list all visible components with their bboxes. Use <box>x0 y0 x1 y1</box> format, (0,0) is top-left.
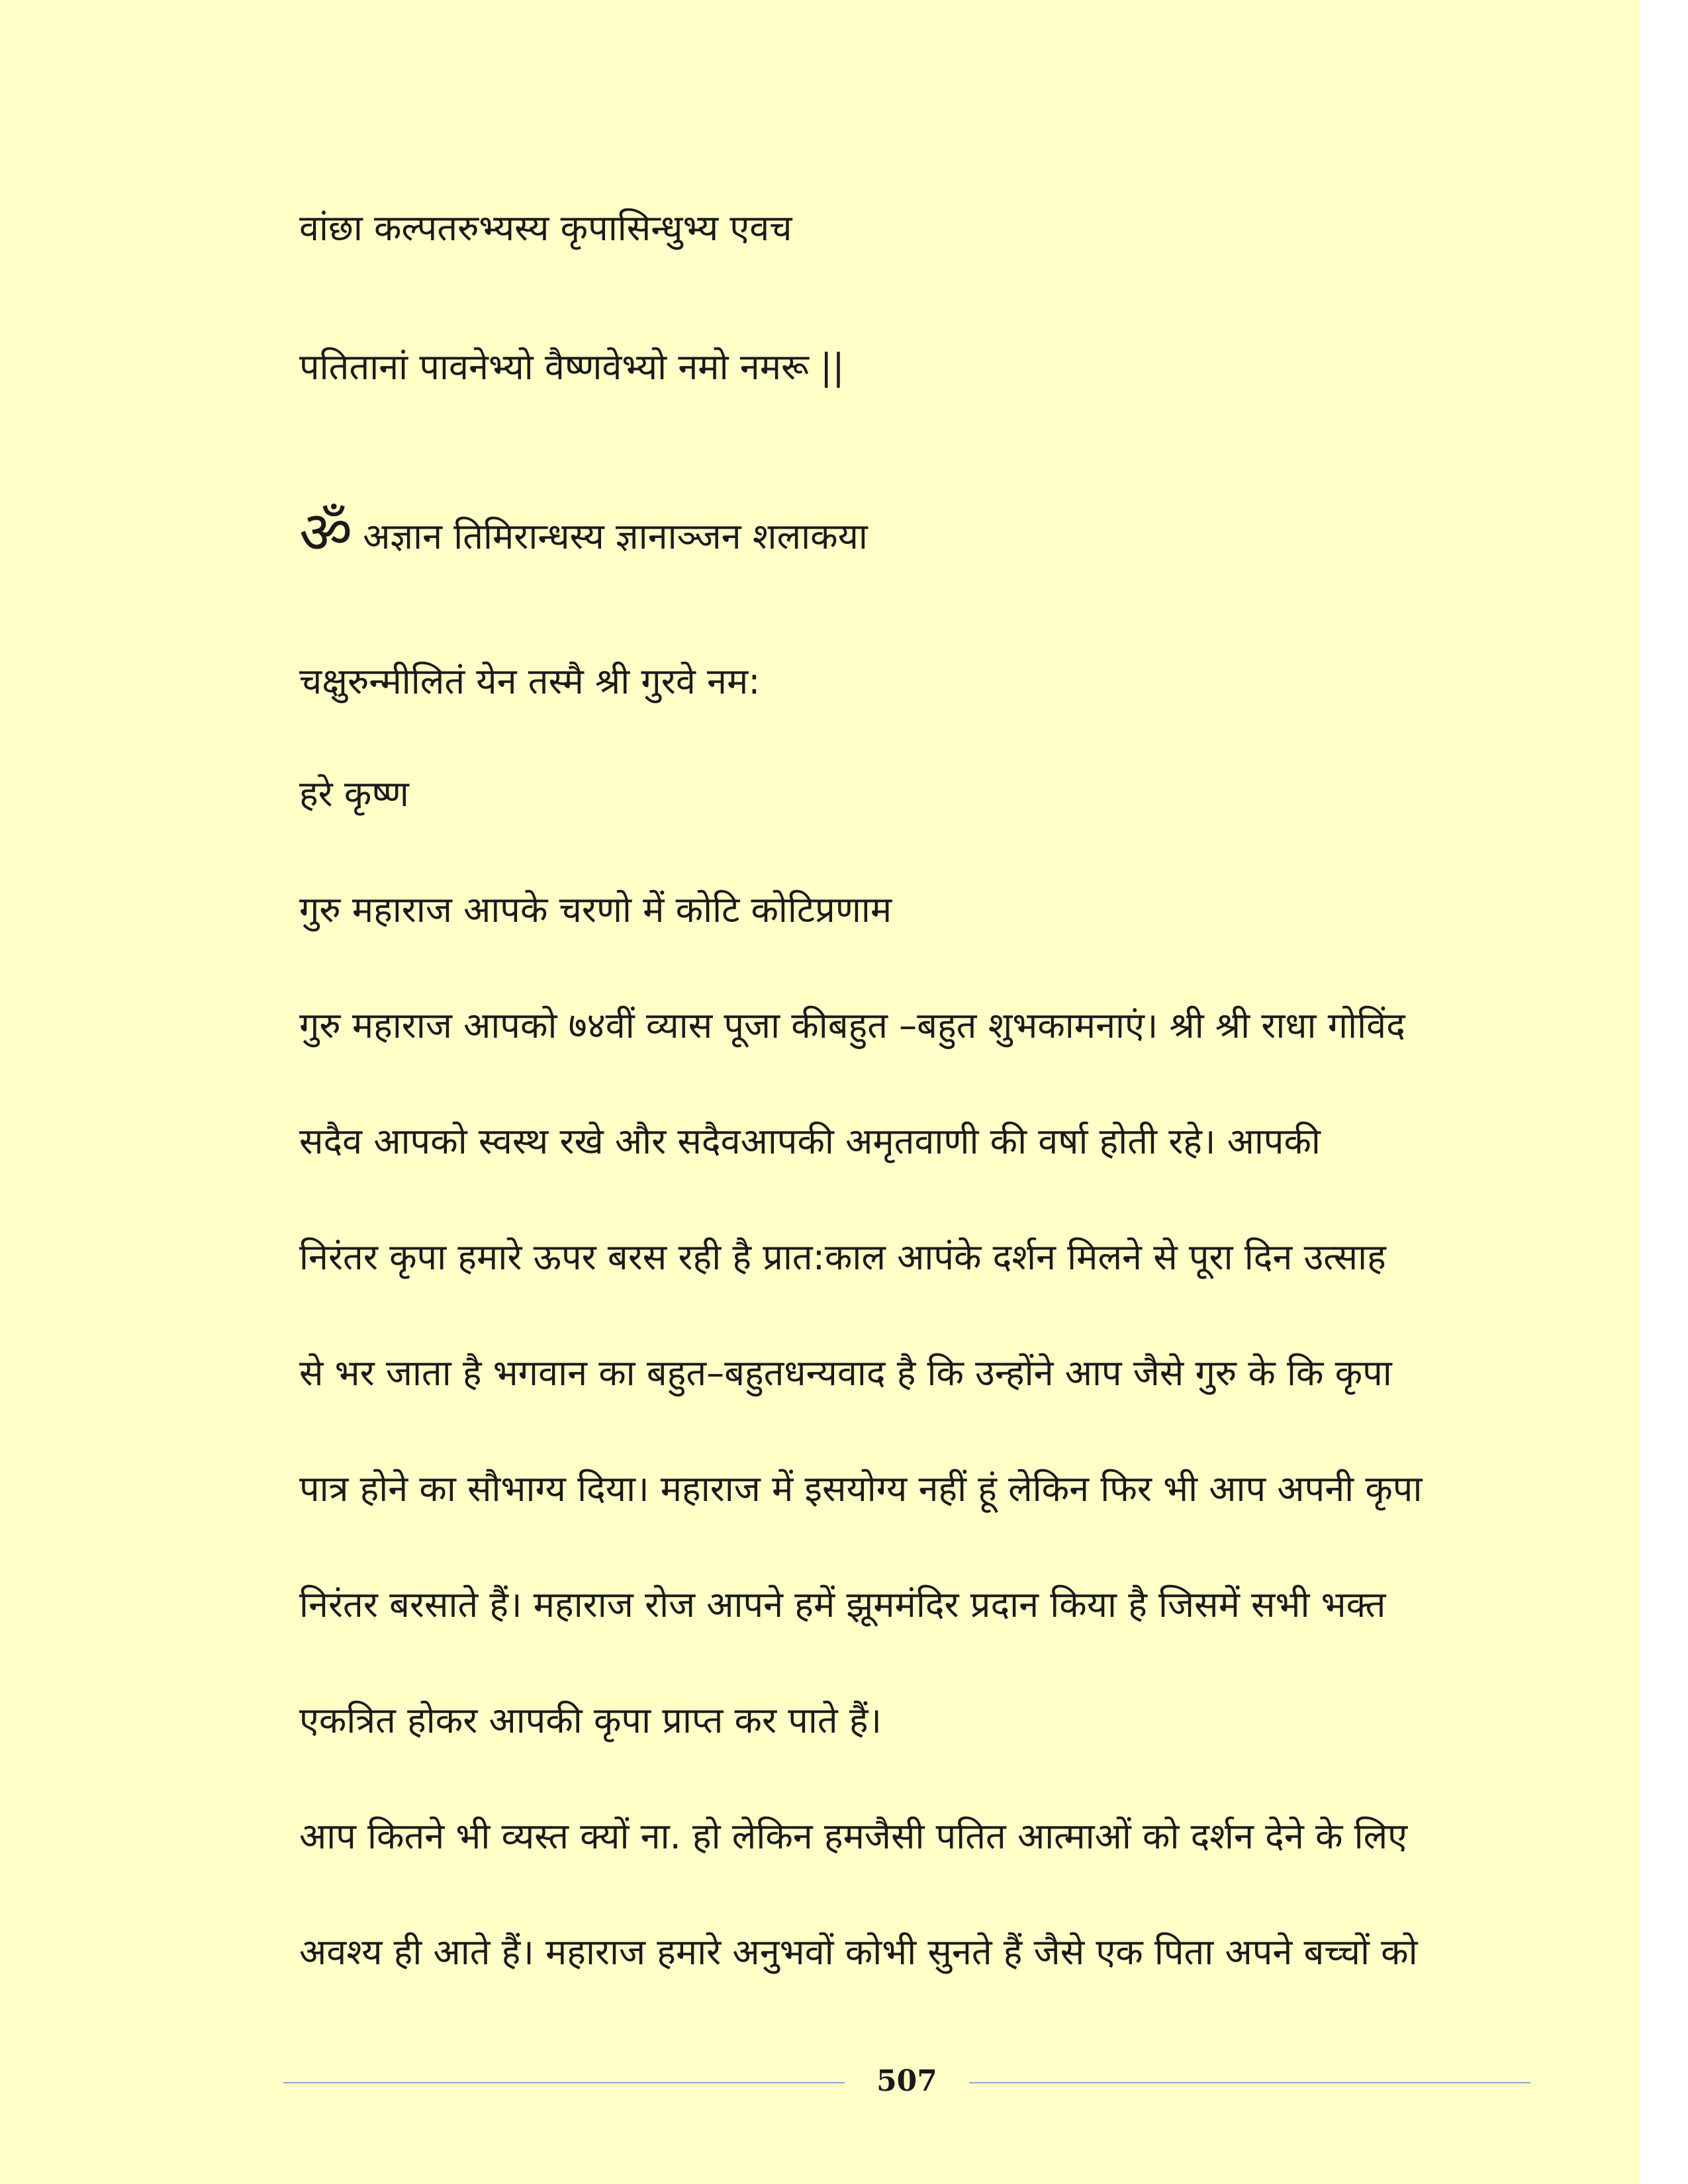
page-number: 507 <box>876 2064 937 2098</box>
verse-line-3 <box>299 498 868 567</box>
verse-line-2: पतितानां पावनेभ्यो वैष्णवेभ्यो नमो नमरू || <box>299 346 845 388</box>
greeting-line: हरे कृष्ण <box>299 773 409 815</box>
paragraph-line: अवश्य ही आते हैं। महाराज हमारे अनुभवों कोभी सुनते हैं जैसे एक पिता अपने बच्चों को <box>299 1931 1418 1973</box>
paragraph-line: निरंतर कृपा हमारे ऊपर बरस रही है प्रात:काल आपंके दर्शन मिलने से पूरा दिन उत्साह <box>299 1236 1386 1278</box>
paragraph-line: निरंतर बरसाते हैं। महाराज रोज आपने हमें झूममंदिर प्रदान किया है जिसमें सभी भक्त <box>299 1584 1386 1625</box>
paragraph-line: से भर जाता है भगवान का बहुत–बहुतधन्यवाद है कि उन्होंने आप जैसे गुरु के कि कृपा <box>299 1352 1392 1394</box>
verse-line-4: चक्षुरुन्मीलितं येन तस्मै श्री गुरवे नम: <box>299 660 761 702</box>
paragraph-line: सदैव आपको स्वस्थ रखे और सदैवआपकी अमृतवाणी की वर्षा होती रहे। आपकी <box>299 1120 1321 1162</box>
verse-line-1: वांछा कल्पतरुभ्यस्य कृपासिन्धुभ्य एवच <box>299 207 792 249</box>
paragraph-line: एकत्रित होकर आपकी कृपा प्राप्त कर पाते हैं। <box>299 1700 882 1741</box>
verse-line-3-text: अज्ञान तिमिरान्धस्य ज्ञानाञ्जन शलाकया <box>363 516 868 557</box>
footer-rule-right <box>969 2082 1530 2083</box>
om-icon: ॐ <box>299 498 353 567</box>
paragraph-line: पात्र होने का सौभाग्य दिया। महाराज में इसयोग्य नहीं हूं लेकिन फिर भी आप अपनी कृपा <box>299 1468 1423 1510</box>
paragraph-line: गुरु महाराज आपको ७४वीं व्यास पूजा कीबहुत –बहुत शुभकामनाएं। श्री श्री राधा गोविंद <box>299 1005 1405 1046</box>
footer-rule-left <box>283 2082 845 2083</box>
paragraph-line: गुरु महाराज आपके चरणो में कोटि कोटिप्रणाम <box>299 889 892 931</box>
paragraph-line: आप कितने भी व्यस्त क्यों ना. हो लेकिन हमजैसी पतित आत्माओं को दर्शन देने के लिए <box>299 1815 1408 1857</box>
